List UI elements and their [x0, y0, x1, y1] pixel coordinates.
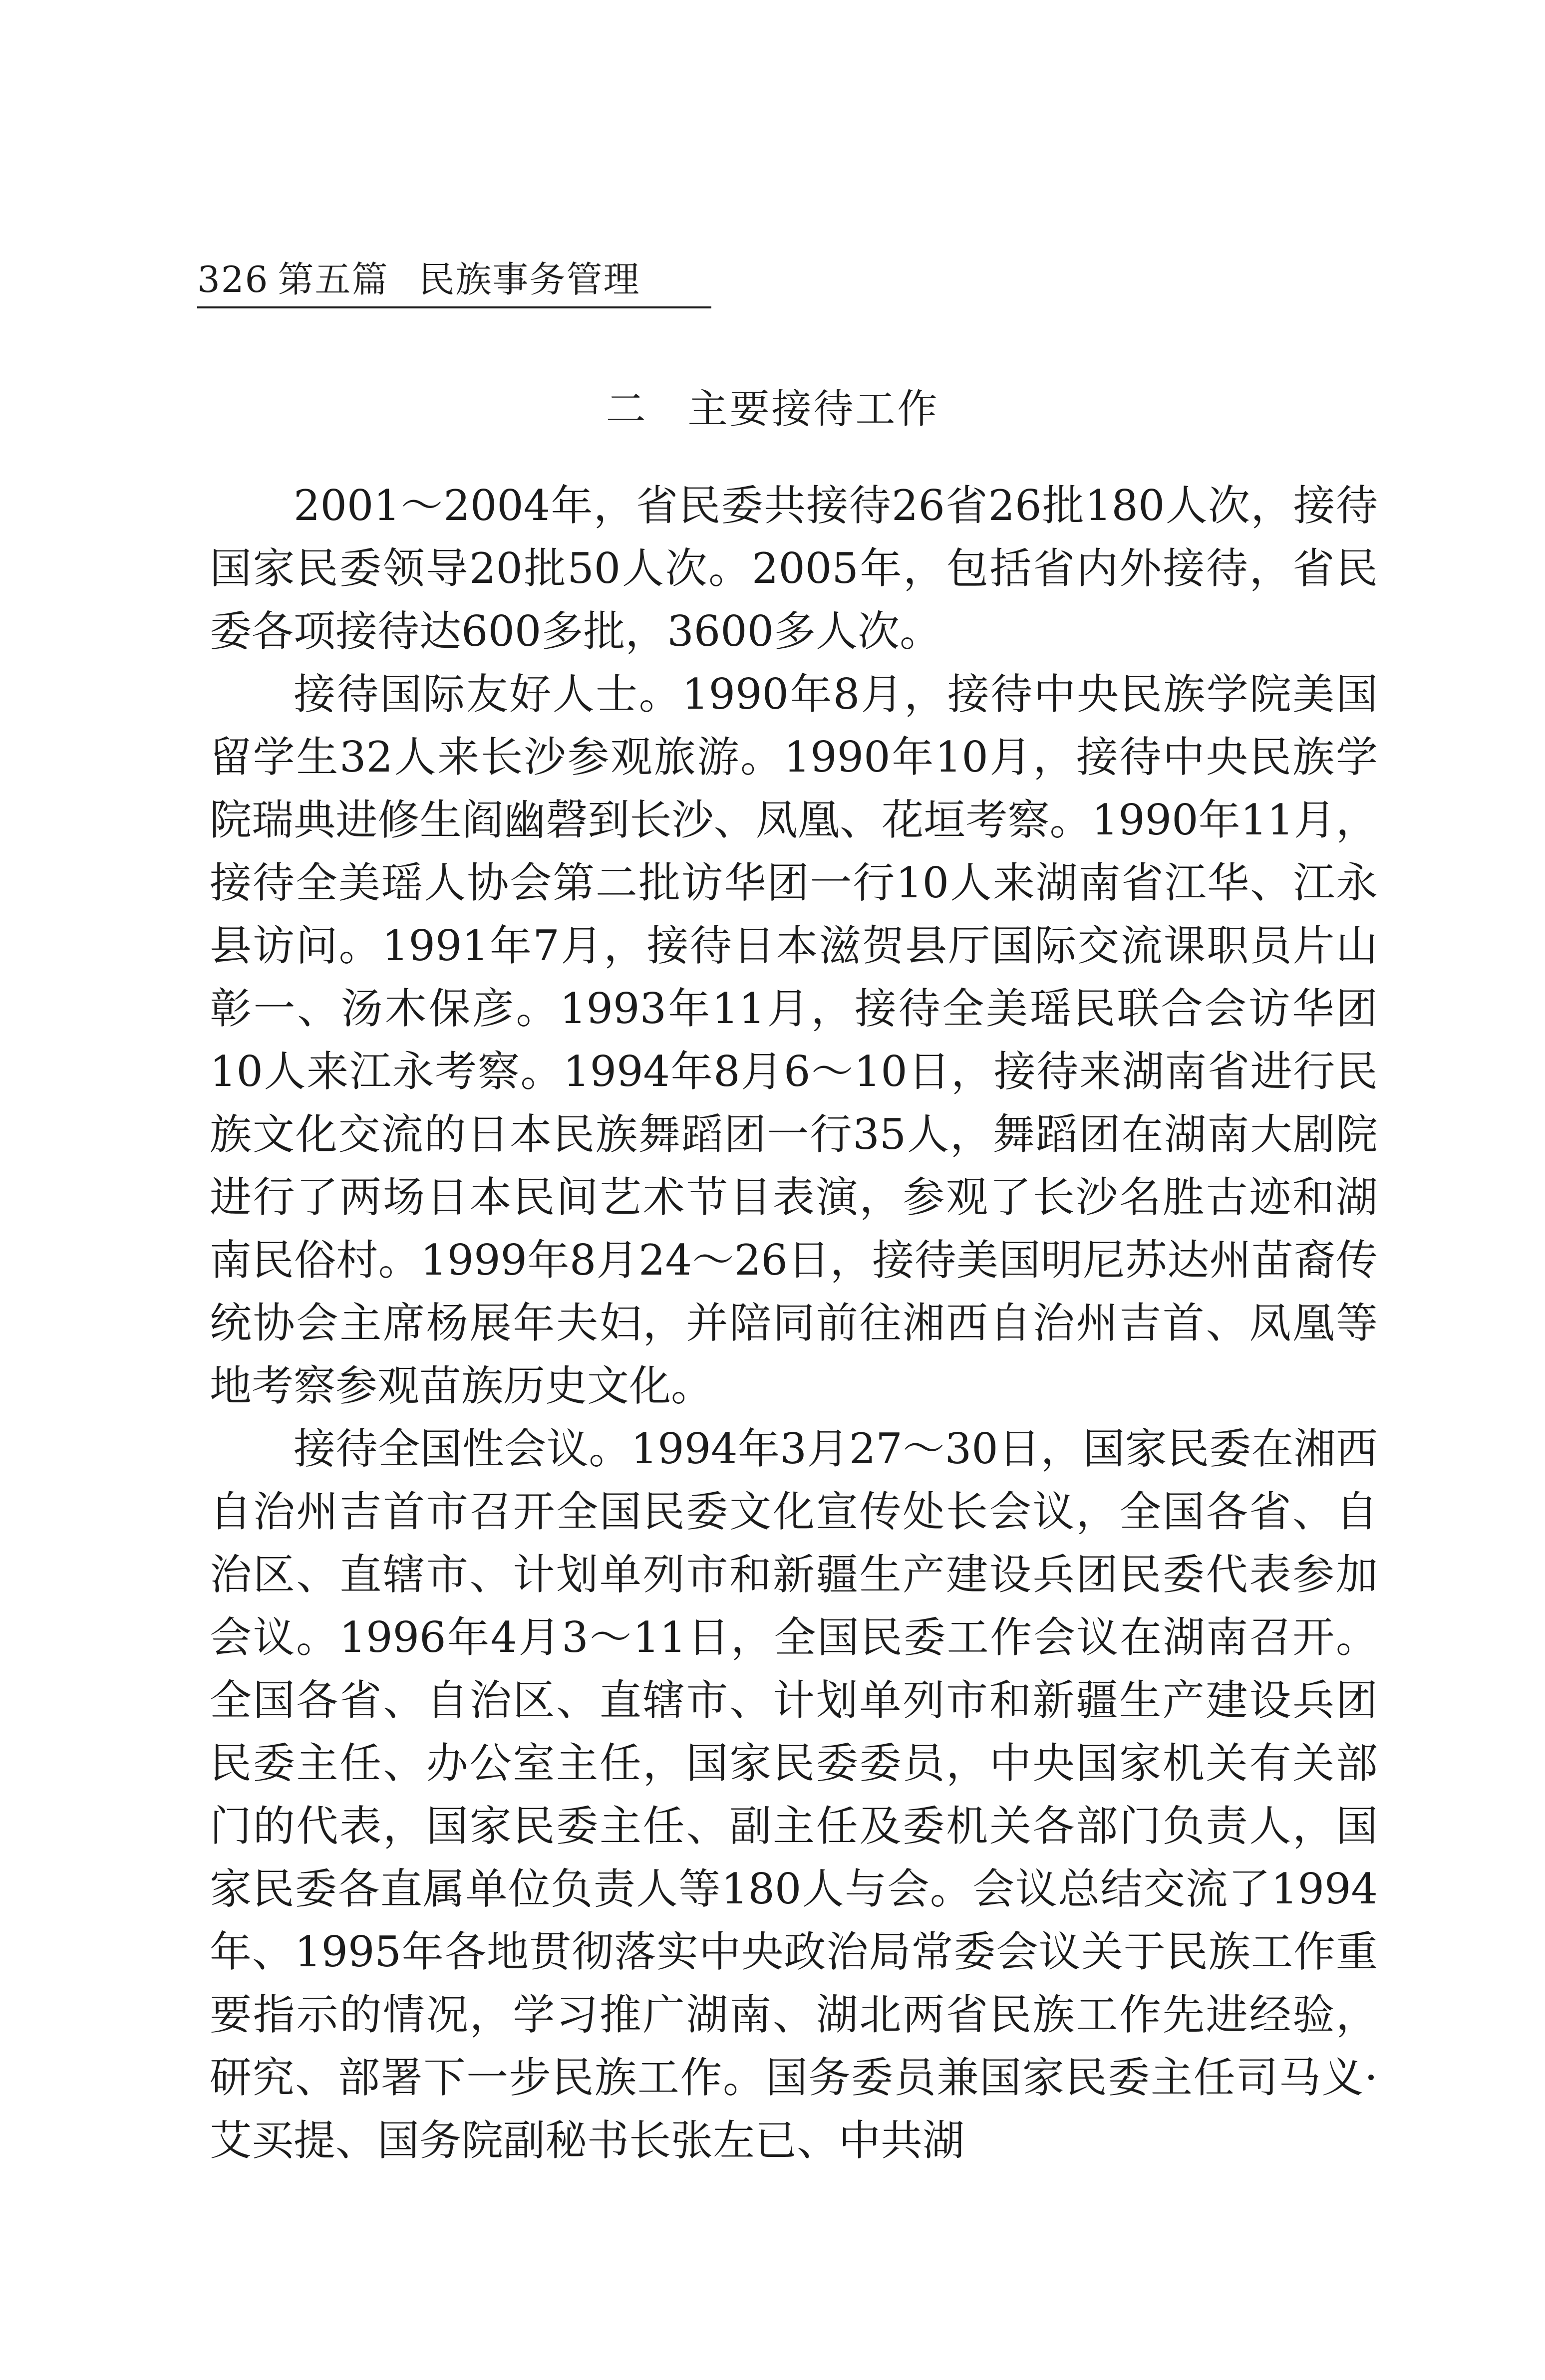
chapter-title: 民族事务管理	[418, 259, 640, 300]
part-title: 第五篇	[278, 259, 389, 300]
section-title: 主要接待工作	[687, 386, 939, 432]
page-number: 326	[197, 259, 269, 300]
paragraph-international-guests: 接待国际友好人士。1990年8月，接待中央民族学院美国留学生32人来长沙参观旅游。1990年10月，接待中央民族学院瑞典进修生阎幽磬到长沙、凤凰、花垣考察。1990年11月，接待全美瑶人协会第二批访华团一行10人来湖南省江华、江永县访问。1991年7月，接待日本滋贺县厅国际交流课职员片山彰一、汤木保彦。1993年11月，接待全美瑶民联合会访华团10人来江永考察。1994年8月6～10日，接待来湖南省进行民族文化交流的日本民族舞蹈团一行35人，舞蹈团在湖南大剧院进行了两场日本民间艺术节目表演，参观了长沙名胜古迹和湖南民俗村。1999年8月24～26日，接待美国明尼苏达州苗裔传统协会主席杨展年夫妇，并陪同前往湘西自治州吉首、凤凰等地考察参观苗族历史文化。	[210, 670, 1378, 1410]
section-heading	[0, 384, 1545, 434]
paragraph-summary: 2001～2004年，省民委共接待26省26批180人次，接待国家民委领导20批50人次。2005年，包括省内外接待，省民委各项接待达600多批，3600多人次。	[210, 481, 1378, 656]
running-header	[197, 260, 711, 308]
section-number: 二	[606, 386, 648, 432]
body-text	[210, 474, 1378, 2172]
paragraph-national-meetings: 接待全国性会议。1994年3月27～30日，国家民委在湘西自治州吉首市召开全国民委文化宣传处长会议，全国各省、自治区、直辖市、计划单列市和新疆生产建设兵团民委代表参加会议。1996年4月3～11日，全国民委工作会议在湖南召开。全国各省、自治区、直辖市、计划单列市和新疆生产建设兵团民委主任、办公室主任，国家民委委员，中央国家机关有关部门的代表，国家民委主任、副主任及委机关各部门负责人，国家民委各直属单位负责人等180人与会。会议总结交流了1994年、1995年各地贯彻落实中央政治局常委会议关于民族工作重要指示的情况，学习推广湖南、湖北两省民族工作先进经验，研究、部署下一步民族工作。国务委员兼国家民委主任司马义·艾买提、国务院副秘书长张左已、中共湖	[210, 1424, 1378, 2165]
